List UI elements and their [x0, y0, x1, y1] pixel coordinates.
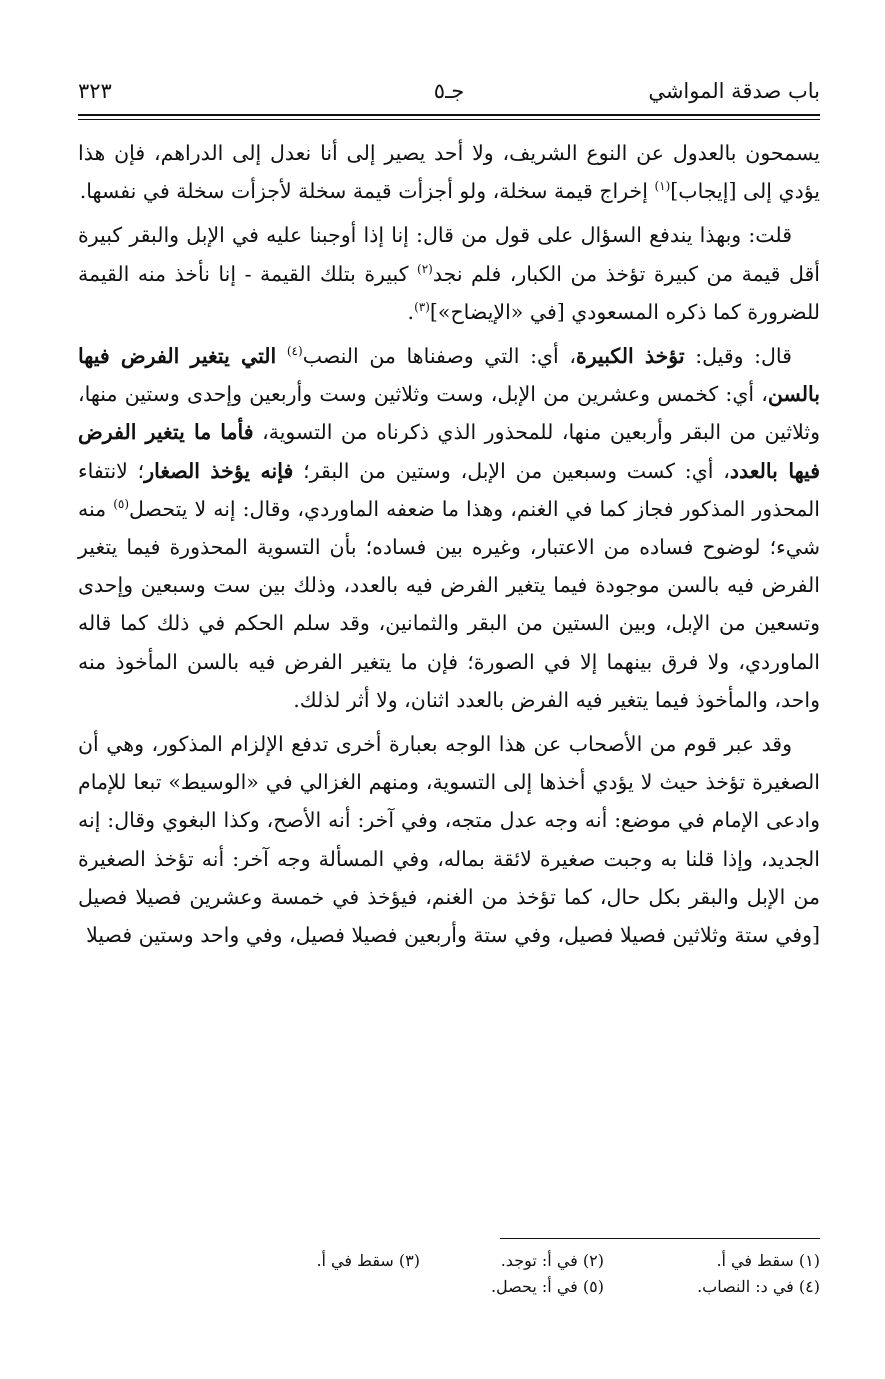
footnote-ref-4[interactable]: (٤)	[286, 344, 303, 359]
footnote-text: سقط في أ.	[316, 1251, 394, 1270]
main-text	[78, 134, 820, 954]
footnote-row	[78, 1274, 820, 1300]
text-run: ؛ لانتفاء المحذور المذكور فجاز كما في الغنم، وهذا ما ضعفه الماوردي، وقال: إنه لا يتحصل	[78, 458, 820, 521]
footnote-text: في أ: توجد.	[500, 1251, 578, 1270]
footnote-text: سقط في أ.	[716, 1251, 794, 1270]
running-title: باب صدقة المواشي	[648, 79, 820, 103]
matn-phrase: تؤخذ الكبيرة	[575, 344, 685, 369]
footnote-number: (٣)	[398, 1251, 420, 1270]
paragraph-2	[78, 216, 820, 331]
footnote-5	[420, 1274, 604, 1300]
footnote-separator	[500, 1238, 820, 1239]
paragraph-1	[78, 134, 820, 210]
footnote-ref-3[interactable]: (٣)	[414, 299, 430, 314]
footnote-text: في أ: يحصل.	[490, 1277, 578, 1296]
matn-phrase: فأما ما يتغير الفرض فيها بالعدد	[78, 420, 821, 483]
paragraph-3	[78, 337, 820, 719]
text-run: قلت: وبهذا يندفع السؤال على قول من قال: إنا إذا أوجبنا عليه في الإبل والبقر كبيرة أقل قيمة من كبيرة تؤخذ من الكبار، فلم نجد	[78, 223, 820, 286]
book-page	[78, 70, 821, 1296]
page-header	[78, 70, 820, 114]
text-run: إخراج قيمة سخلة، ولو أجزأت قيمة سخلة لأجزأت سخلة في نفسها.	[79, 179, 655, 204]
footnote-ref-2[interactable]: (٢)	[417, 261, 433, 276]
matn-phrase: فإنه يؤخذ الصغار	[144, 458, 294, 483]
header-rule	[78, 114, 820, 120]
footnote-number: (١)	[798, 1251, 820, 1270]
text-run: ، أي: التي وصفناها من النصب	[302, 344, 576, 369]
footnote-number: (٤)	[798, 1277, 820, 1296]
footnote-ref-5[interactable]: (٥)	[113, 497, 130, 511]
footnote-1	[604, 1248, 820, 1274]
footnote-text: في د: النصاب.	[697, 1277, 794, 1296]
text-run: يسمحون بالعدول عن النوع الشريف، ولا أحد يصير إلى أنا نعدل إلى الدراهم، فإن هذا يؤدي إلى [إيجاب]	[78, 141, 820, 204]
text-run: منه شيء؛ لوضوح فساده من الاعتبار، وغيره بين فساده؛ بأن التسوية المحذورة فيما يتغير الفرض فيه بالسن موجودة فيما يتغير الفرض فيه بالعدد، وذلك بين ست وسبعين وإحدى وتسعين من الإبل، وبين الستين من البقر والثمانين، وقد سلم الحكم في ذلك كما قاله الماوردي، ولا فرق بينهما إلا في الصورة؛ فإن ما يتغير الفرض فيه بالسن المأخوذ منه واحد، والمأخوذ فيما يتغير فيه الفرض بالعدد اثنان، ولا أثر لذلك.	[78, 496, 820, 712]
page-number: ٣٢٣	[78, 79, 112, 103]
text-run: .	[407, 299, 415, 324]
footnote-number: (٢)	[582, 1251, 604, 1270]
footnote-ref-1[interactable]: (١)	[654, 179, 671, 194]
footnote-2	[420, 1248, 604, 1274]
paragraph-4: وقد عبر قوم من الأصحاب عن هذا الوجه بعبارة أخرى تدفع الإلزام المذكور، وهي أن الصغيرة تؤخذ حيث لا يؤدي أخذها إلى التسوية، ومنهم الغزالي في «الوسيط» تبعا للإمام وادعى الإمام في موضع: أنه وجه عدل متجه، وفي آخر: أنه الأصح، وكذا البغوي وقال: إنه الجديد، وإذا قلنا به وجبت صغيرة لائقة بماله، وفي المسألة وجه آخر: أنه تؤخذ الصغيرة من الإبل والبقر بكل حال، كما تؤخذ من الغنم، فيؤخذ في خمسة وعشرين فصيلا فصيل [وفي ستة وثلاثين فصيلا فصيل، وفي ستة وأربعين فصيلا فصيل، وفي واحد وستين فصيلا	[78, 732, 820, 948]
footnote-number: (٥)	[582, 1277, 604, 1296]
footnote-3	[260, 1248, 420, 1274]
footnote-4	[604, 1274, 820, 1300]
footnotes-section	[78, 1248, 820, 1300]
text-run: كبيرة بتلك القيمة - إنا نأخذ منه القيمة للضرورة كما ذكره المسعودي [في «الإيضاح»]	[78, 261, 820, 324]
text-run	[276, 344, 287, 368]
text-run: ، أي: كخمس وعشرين من الإبل، وست وثلاثين وست وأربعين وإحدى وستين منها، وثلاثين من البقر وأربعين منها، للمحذور الذي ذكرناه من التسوية،	[78, 382, 820, 445]
footnote-row	[78, 1248, 820, 1274]
matn-phrase: التي يتغير الفرض فيها بالسن	[78, 344, 820, 407]
text-run: ، أي: كست وسبعين من الإبل، وستين من البقر؛	[293, 458, 730, 483]
text-run: قال: وقيل:	[684, 344, 792, 369]
volume-number: جـ٥	[433, 79, 465, 103]
